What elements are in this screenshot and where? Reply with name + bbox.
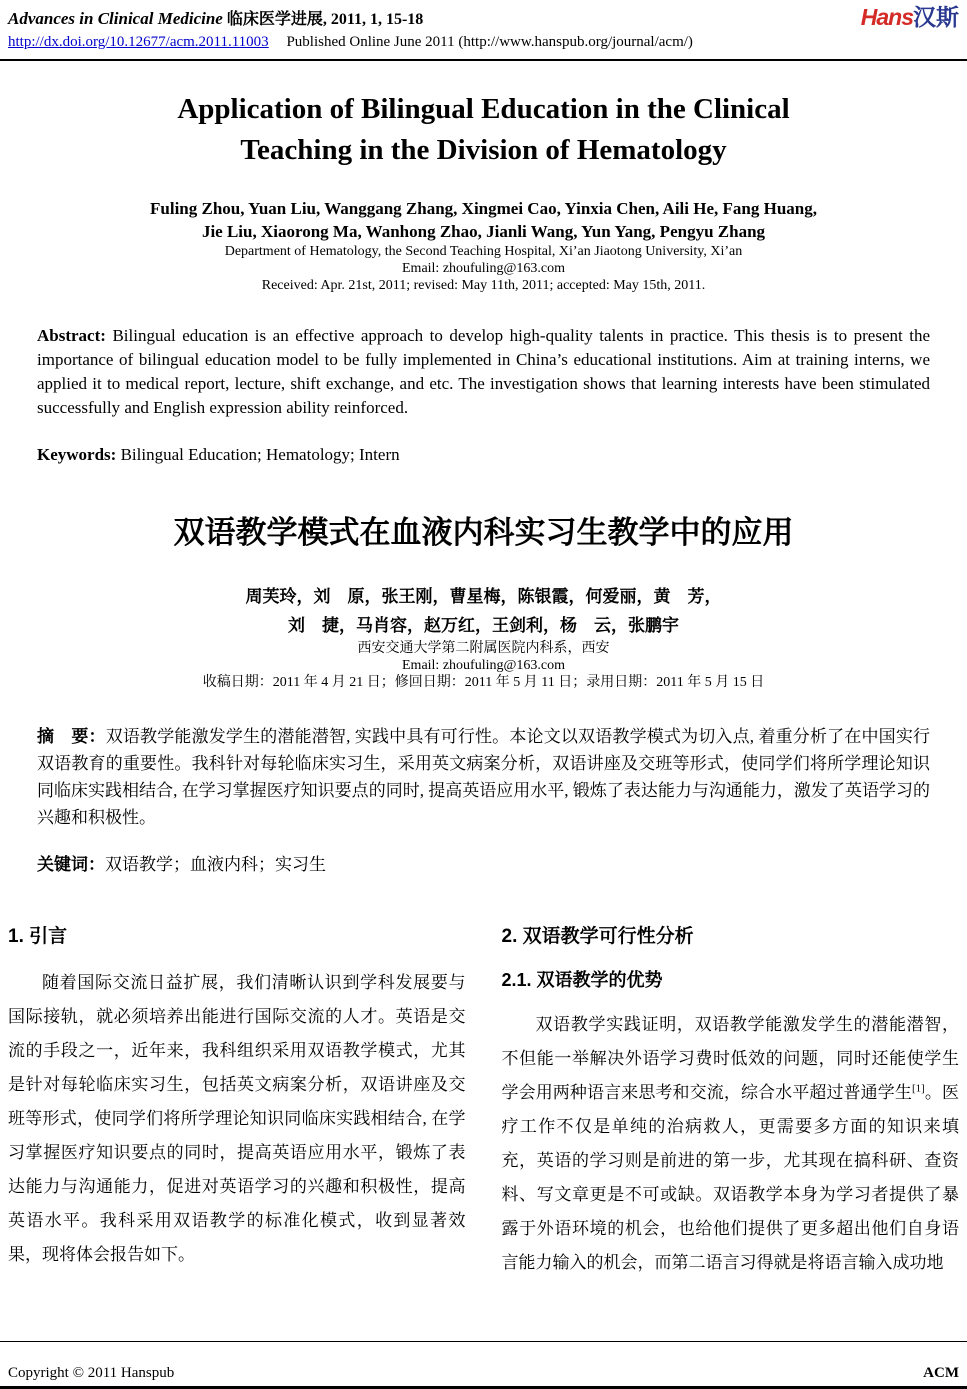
keywords-en-label: Keywords: bbox=[37, 445, 117, 464]
keywords-en bbox=[37, 444, 930, 466]
keywords-cn-label: 关键词： bbox=[37, 855, 105, 874]
article-title-en-line2: Teaching in the Division of Hematology bbox=[240, 134, 727, 166]
abstract-en bbox=[37, 324, 930, 420]
abstract-cn-label: 摘 要： bbox=[37, 727, 106, 746]
keywords-en-text: Bilingual Education; Hematology; Intern bbox=[120, 445, 400, 464]
article-title-en bbox=[20, 89, 947, 171]
journal-header bbox=[0, 0, 967, 61]
page-footer bbox=[8, 1364, 959, 1382]
journal-abbreviation: ACM bbox=[923, 1365, 959, 1381]
authors-en-line2: Jie Liu, Xiaorong Ma, Wanhong Zhao, Jianli Wang, Yun Yang, Pengyu Zhang bbox=[201, 222, 766, 241]
section-2-1-text-cont: 。医疗工作不仅是单纯的治病救人，更需要多方面的知识来填充，英语的学习则是前进的第一步，尤其现在搞科研、查资料、写文章更是不可或缺。双语教学本身为学习者提供了暴露于外语环境的机会，也给他们提供了更多超出他们自身语言能力输入的机会，而第二语言习得就是将语言输入成功地 bbox=[501, 1083, 960, 1272]
email-line-en: Email: zhoufuling@163.com bbox=[402, 261, 565, 276]
affiliation-cn: 西安交通大学第二附属医院内科系，西安 bbox=[357, 641, 610, 656]
hans-publisher-logo bbox=[861, 6, 959, 29]
abstract-cn bbox=[37, 723, 930, 831]
authors-cn bbox=[0, 582, 967, 640]
hans-logo-latin: Hans bbox=[860, 4, 913, 30]
authors-cn-line1: 周芙玲，刘 原，张王刚，曹星梅，陈银霞，何爱丽，黄 芳， bbox=[245, 587, 722, 606]
journal-header-subline bbox=[0, 29, 967, 51]
authors-cn-line2: 刘 捷，马肖容，赵万红，王剑利，杨 云，张鹏宇 bbox=[288, 616, 679, 635]
abstract-cn-text: 双语教学能激发学生的潜能潜智, 实践中具有可行性。本论文以双语教学模式为切入点, 着重分析了在中国实行双语教育的重要性。我科针对每轮临床实习生，采用英文病案分析，双语讲座及交班等形式，使同学们将所学理论知识同临床实践相结合, 在学习掌握医疗知识要点的同时, 提高英语应用水平, 锻炼了表达能力与沟通能力，激发了英语学习的兴趣和积极性。 bbox=[37, 727, 931, 827]
keywords-cn bbox=[37, 853, 930, 876]
section-2-1-paragraph bbox=[502, 1008, 960, 1280]
article-title-cn: 双语教学模式在血液内科实习生教学中的应用 bbox=[173, 515, 794, 550]
abstract-en-label: Abstract: bbox=[37, 326, 106, 345]
header-divider bbox=[0, 59, 967, 61]
dates-line-cn: 收稿日期：2011 年 4 月 21 日；修回日期：2011 年 5 月 11 日；录用日期：2011 年 5 月 15 日 bbox=[202, 675, 765, 690]
section-introduction bbox=[8, 924, 466, 1280]
email-line-cn: Email: zhoufuling@163.com bbox=[402, 658, 565, 673]
received-line: Received: Apr. 21st, 2011; revised: May 11th, 2011; accepted: May 15th, 2011. bbox=[261, 278, 706, 293]
authors-en-line1: Fuling Zhou, Yuan Liu, Wanggang Zhang, Xingmei Cao, Yinxia Chen, Aili He, Fang Huang, bbox=[150, 199, 817, 218]
section-1-heading: 1. 引言 bbox=[8, 926, 68, 947]
journal-title-cn: 临床医学进展, 2011, 1, 15-18 bbox=[226, 11, 424, 28]
authors-en bbox=[0, 197, 967, 243]
keywords-cn-text: 双语教学；血液内科；实习生 bbox=[105, 855, 326, 874]
journal-header-top bbox=[0, 0, 967, 29]
section-2-1-text: 双语教学实践证明，双语教学能激发学生的潜能潜智，不但能一举解决外语学习费时低效的问题，同时还能使学生学会用两种语言来思考和交流，综合水平超过普通学生 bbox=[501, 1015, 959, 1102]
journal-title-line bbox=[8, 6, 423, 29]
section-feasibility bbox=[502, 924, 960, 1280]
citation-ref-1: [1] bbox=[911, 1082, 925, 1095]
journal-title-en: Advances in Clinical Medicine bbox=[8, 9, 223, 28]
copyright-text: Copyright © 2011 Hanspub bbox=[8, 1365, 175, 1381]
article-title-en-line1: Application of Bilingual Education in the Clinical bbox=[177, 93, 790, 125]
hans-logo-cn: 汉斯 bbox=[913, 4, 959, 30]
published-info: Published Online June 2011 (http://www.hanspub.org/journal/acm/) bbox=[286, 34, 693, 50]
section-2-1-heading: 2.1. 双语教学的优势 bbox=[501, 970, 663, 990]
abstract-en-text: Bilingual education is an effective approach to develop high-quality talents in practice. This thesis is to present the importance of bilingual education model to be fully implemented in China’s educational institutions. Aim at training interns, we applied it to medical report, lecture, shift exchange, and etc. The investigation shows that learning interests have been stimulated successfully and English expression ability reinforced. bbox=[37, 326, 931, 417]
doi-link[interactable]: http://dx.doi.org/10.12677/acm.2011.11003 bbox=[8, 34, 269, 50]
affiliation-en: Department of Hematology, the Second Teaching Hospital, Xi’an Jiaotong University, Xi’an bbox=[224, 244, 743, 259]
section-1-paragraph: 随着国际交流日益扩展，我们清晰认识到学科发展要与国际接轨，就必须培养出能进行国际交流的人才。英语是交流的手段之一，近年来，我科组织采用双语教学模式，尤其是针对每轮临床实习生，包括英文病案分析，双语讲座及交班等形式，使同学们将所学理论知识同临床实践相结合, 在学习掌握医疗知识要点的同时，提高英语应用水平，锻炼了表达能力与沟通能力，促进对英语学习的兴趣和积极性，提高英语水平。我科采用双语教学的标准化模式，收到显著效果，现将体会报告如下。 bbox=[8, 973, 466, 1264]
footer-divider bbox=[0, 1341, 967, 1342]
section-2-heading: 2. 双语教学可行性分析 bbox=[501, 926, 694, 947]
two-column-body bbox=[8, 924, 959, 1280]
